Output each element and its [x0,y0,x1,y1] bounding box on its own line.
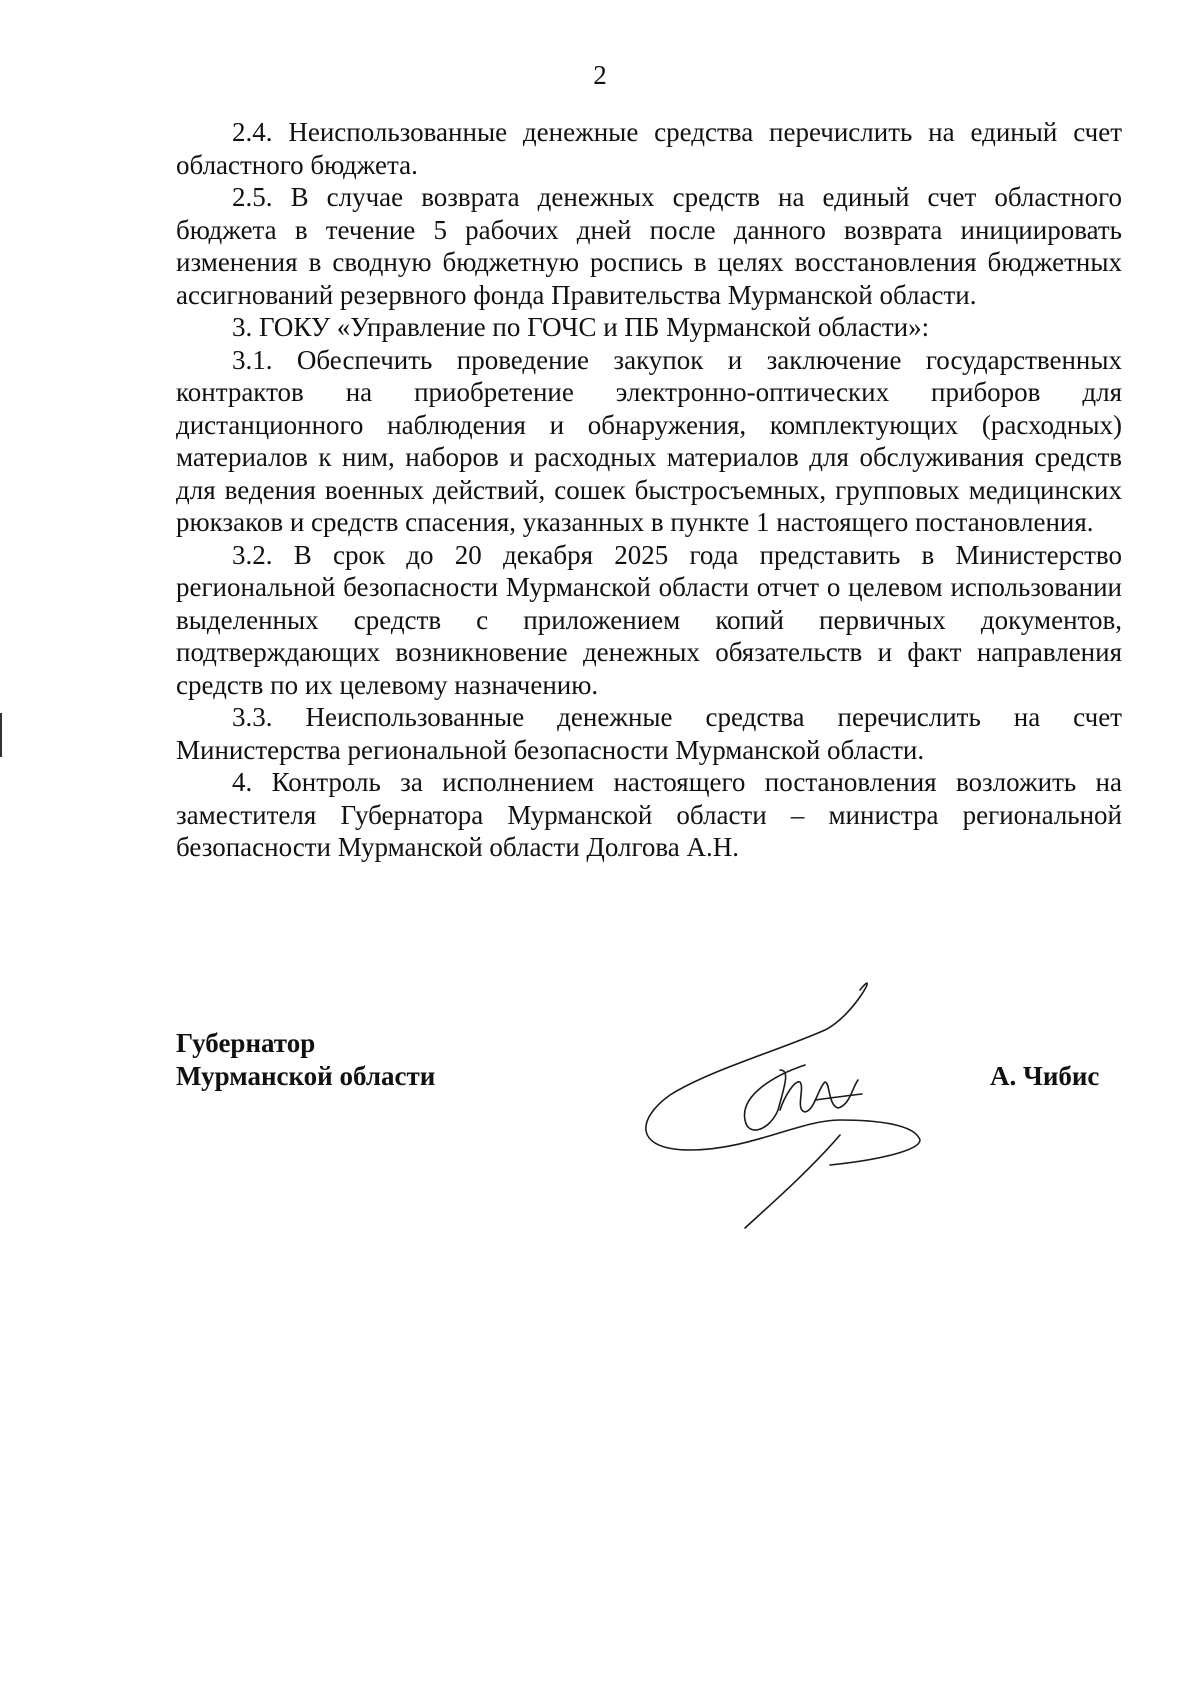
position-line-1: Губернатор [176,1028,316,1058]
handwritten-signature [630,970,940,1240]
signatory-name: А. Чибис [990,1061,1100,1091]
paragraph-3-1: 3.1. Обеспечить проведение закупок и заключение государственных контрактов на приобретение электронно-оптических приборов для дистанционного наблюдения и обнаружения, комплектующих (расходных) материалов к ним, наборов и расходных материалов для обслуживания средств для ведения военных действий, сошек быстросъемных, групповых медицинских рюкзаков и средств спасения, указанных в пункте 1 настоящего постановления. [176,344,1122,537]
page-number: 2 [593,60,607,90]
paragraph-3-3: 3.3. Неиспользованные денежные средства перечислить на счет Министерства региональной безопасности Мурманской области. [176,702,1122,765]
paragraph-3-2: 3.2. В срок до 20 декабря 2025 года представить в Министерство региональной безопасности Мурманской области отчет о целевом использовании выделенных средств с приложением копий первичных документов, подтверждающих возникновение денежных обязательств и факт направления средств по их целевому назначению. [176,539,1122,700]
paragraph-3: 3. ГОКУ «Управление по ГОЧС и ПБ Мурманской области»: [232,312,930,342]
paragraph-2-5: 2.5. В случае возврата денежных средств на единый счет областного бюджета в течение 5 рабочих дней после данного возврата инициировать изменения в сводную бюджетную роспись в целях восстановления бюджетных ассигнований резервного фонда Правительства Мурманской области. [176,182,1122,310]
signatory-position [176,1027,435,1093]
paragraph-4: 4. Контроль за исполнением настоящего постановления возложить на заместителя Губернатора Мурманской области – министра региональной безопасности Мурманской области Долгова А.Н. [176,767,1122,862]
scan-edge-mark [0,713,2,757]
document-body [176,116,1122,864]
position-line-2: Мурманской области [176,1061,436,1091]
paragraph-2-4: 2.4. Неиспользованные денежные средства перечислить на единый счет областного бюджета. [176,117,1122,180]
